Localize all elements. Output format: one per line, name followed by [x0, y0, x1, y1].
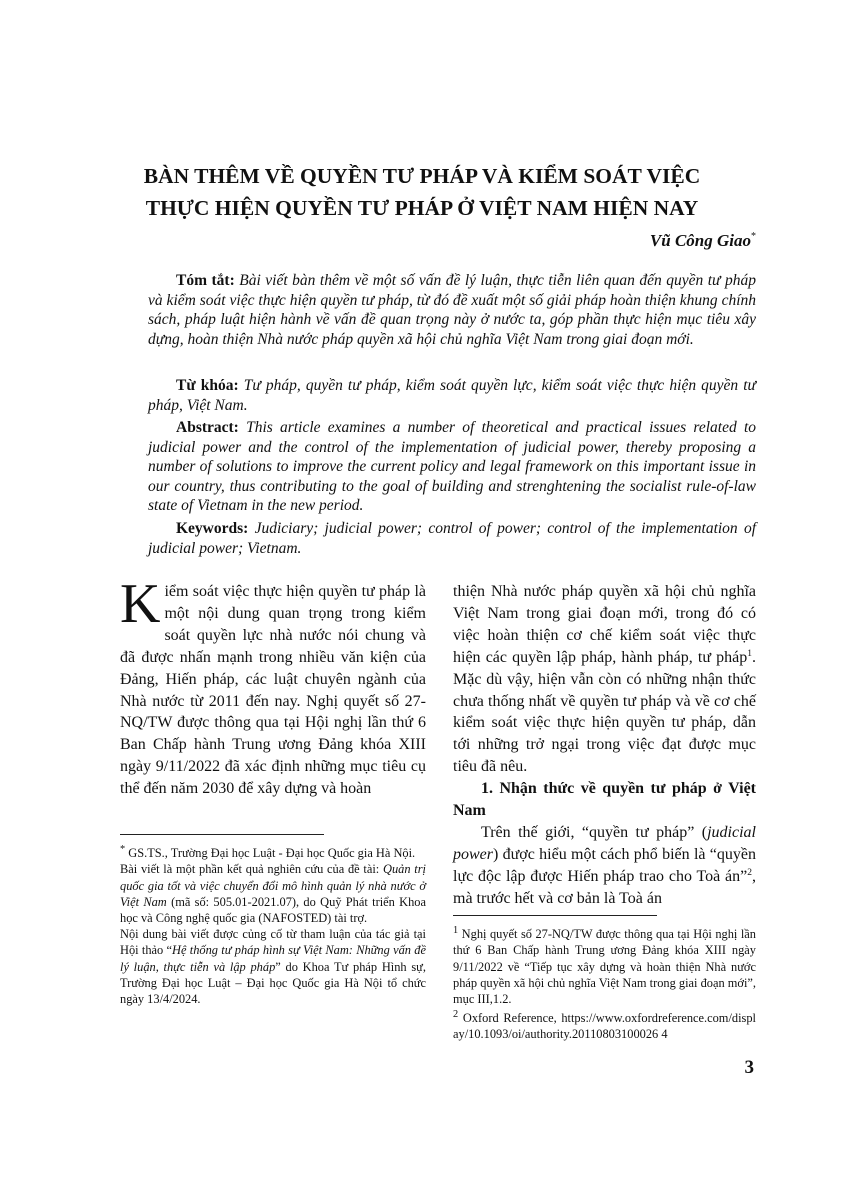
footnotes-right [453, 923, 756, 1043]
abstract-vi-label: Tóm tắt: [176, 272, 235, 289]
footnote-2 [453, 1007, 756, 1043]
title-line-2: THỰC HIỆN QUYỀN TƯ PHÁP Ở VIỆT NAM HIỆN NAY [145, 196, 699, 220]
footnote-conference [120, 926, 426, 1007]
intro-text: iểm soát việc thực hiện quyền tư pháp là một nội dung quan trọng trong kiểm soát quyền lực nhà nước nói chung và đã được nhấn mạnh trong nhiều văn kiện của Đảng, Hiến pháp, các luật chuyên ngành của Nhà nước từ 2011 đến nay. Nghị quyết số 27-NQ/TW được thông qua tại Hội nghị lần thứ 6 Ban Chấp hành Trung ương Đảng khóa XIII ngày 9/11/2022 đã xác định những mục tiêu cụ thể đến năm 2030 để xây dựng và hoàn [120, 583, 426, 798]
abstract-vi-text: Bài viết bàn thêm về một số vấn đề lý luận, thực tiễn liên quan đến quyền tư pháp và kiểm soát việc thực hiện quyền tư pháp, từ đó đề xuất một số giải pháp hoàn thiện khung chính sách, pháp luật hiện hành về vấn đề quan trọng này ở nước ta, góp phần thực hiện mục tiêu xây dựng, hoàn thiện Nhà nước pháp quyền xã hội chủ nghĩa Việt Nam trong giai đoạn mới. [148, 272, 757, 348]
section-heading-1: 1. Nhận thức về quyền tư pháp ở Việt Nam [453, 780, 756, 820]
footnote-1 [453, 923, 756, 1007]
continued-text-b: . Mặc dù vậy, hiện vẫn còn có những nhận thức chưa thống nhất về quyền tư pháp và về cơ chế kiểm soát việc thực hiện quyền tư pháp, dẫn tới những trở ngại trong việc đạt được mục tiêu đã nêu. [453, 648, 756, 776]
keywords-en-label: Keywords: [176, 520, 249, 537]
footnote-divider-left [120, 834, 324, 835]
footnote-affiliation-text: GS.TS., Trường Đại học Luật - Đại học Quốc gia Hà Nội. [128, 846, 416, 861]
section-text-b: ) được hiểu một cách phổ biến là “quyền lực độc lập được Hiến pháp trao cho Toà án” [453, 845, 756, 885]
keywords-en [148, 519, 756, 558]
intro-paragraph [120, 573, 426, 800]
footnote-funding-text-b: (mã số: 505.01-2021.07), do Quỹ Phát triển Khoa học và Công nghệ quốc gia (NAFOSTED) tài trợ. [120, 894, 426, 925]
page-number: 3 [744, 1057, 754, 1078]
footnote-1-text: Nghị quyết số 27-NQ/TW được thông qua tại Hội nghị lần thứ 6 Ban Chấp hành Trung ương Đảng khóa XIII ngày 9/11/2022 về “Tiếp tục xây dựng và hoàn thiện Nhà nước pháp quyền xã hội chủ nghĩa Việt Nam trong giai đoạn mới”, mục III,1.2. [453, 927, 756, 1006]
keywords-vi [148, 376, 756, 415]
abstract-en-label: Abstract: [176, 419, 239, 436]
footnotes-left [120, 842, 426, 1007]
continued-paragraph [453, 581, 756, 778]
section-text-a: Trên thế giới, “quyền tư pháp” ( [481, 823, 708, 841]
footnote-ref-1[interactable]: 1 [747, 648, 752, 659]
author-name-text: Vũ Công Giao [649, 231, 751, 250]
author-footnote-mark: * [751, 231, 756, 242]
footnote-funding-text-a: Bài viết là một phần kết quả nghiên cứu của đề tài: [120, 862, 383, 877]
footnote-ref-2[interactable]: 2 [747, 867, 752, 878]
footnote-funding-italic: Quản trị quốc gia tốt và việc chuyển đổi mô hình quản lý nhà nước ở Việt Nam [120, 862, 426, 909]
section-paragraph [453, 822, 756, 910]
section-text-italic: judicial power [453, 823, 756, 863]
footnote-conference-text-a: Nội dung bài viết được củng cố từ tham luận của tác giả tại Hội thảo “ [120, 927, 426, 958]
abstract-vi [148, 271, 756, 349]
keywords-vi-label: Từ khóa: [176, 377, 239, 394]
continued-text-a: thiện Nhà nước pháp quyền xã hội chủ nghĩa Việt Nam trong giai đoạn mới, trong đó có việc hoàn thiện cơ chế kiểm soát việc thực hiện các quyền lập pháp, hành pháp, tư pháp [453, 583, 756, 666]
footnote-1-mark: 1 [453, 925, 459, 936]
footnote-funding [120, 861, 426, 926]
footnote-affiliation-mark: * [120, 844, 126, 855]
footnote-conference-text-b: ” do Khoa Tư pháp Hình sự, Trường Đại học Luật – Đại học Quốc gia Hà Nội tổ chức ngày 13/4/2024. [120, 959, 426, 1006]
footnote-2-mark: 2 [453, 1009, 459, 1021]
footnote-2-text[interactable]: Oxford Reference, https://www.oxfordreference.com/display/10.1093/oi/authority.20110803100026 4 [453, 1011, 756, 1042]
drop-cap: K [120, 573, 161, 635]
abstract-en [148, 418, 756, 516]
keywords-vi-text: Tư pháp, quyền tư pháp, kiểm soát quyền lực, kiểm soát việc thực hiện quyền tư pháp, Việt Nam. [148, 377, 757, 414]
footnote-conference-italic: Hệ thống tư pháp hình sự Việt Nam: Những vấn đề lý luận, thực tiễn và lập pháp [120, 943, 426, 974]
body-column-left [120, 573, 426, 800]
article-title [60, 160, 784, 224]
author-name [650, 231, 756, 251]
keywords-en-text: Judiciary; judicial power; control of power; control of the implementation of judicial power; Vietnam. [148, 520, 756, 557]
body-column-right [453, 581, 756, 910]
section-text-c: , mà trước hết và cơ bản là Toà án [453, 867, 756, 907]
abstract-en-text: This article examines a number of theoretical and practical issues related to judicial power and the control of the implementation of judicial power, thereby proposing a number of solutions to improve the current policy and legal framework on this important issue in our country, thus contributing to the goal of building and strenghtening the socialist rule-of-law state of Vietnam in the new period. [148, 419, 757, 514]
footnote-divider-right [453, 915, 657, 916]
title-line-1: BÀN THÊM VỀ QUYỀN TƯ PHÁP VÀ KIỂM SOÁT VIỆC [143, 164, 701, 188]
footnote-affiliation [120, 842, 426, 861]
